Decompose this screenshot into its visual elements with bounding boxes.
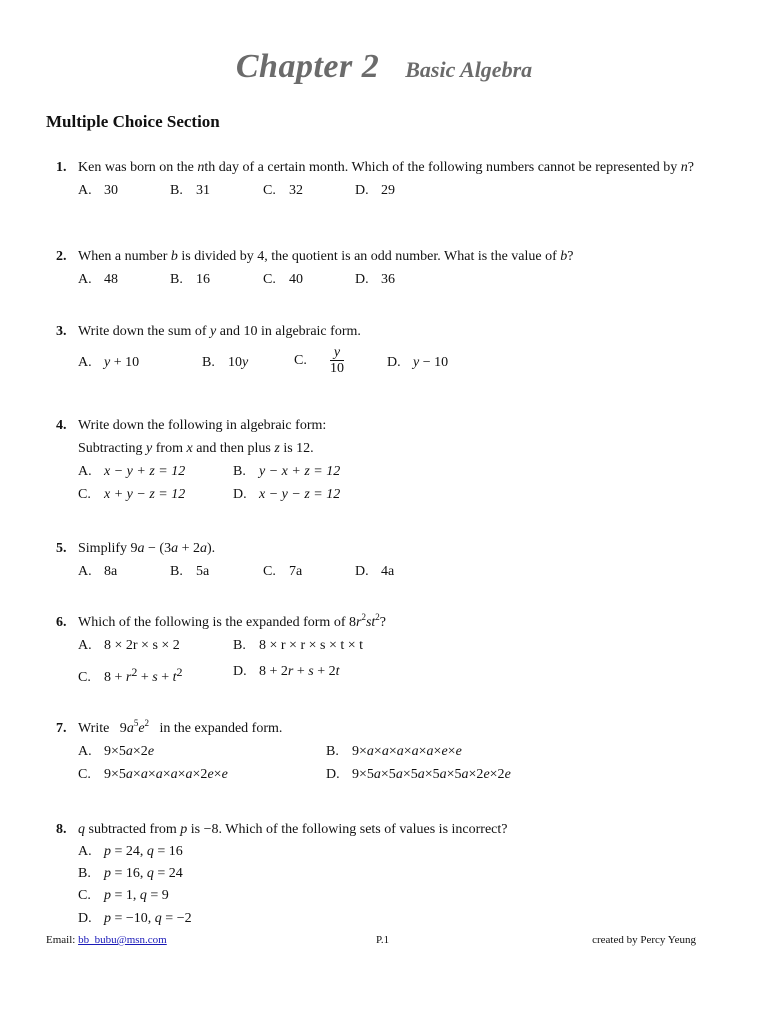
option-d: D. y − 10 [387,355,449,370]
option-list [78,844,696,927]
question-stem: Simplify 9a − (3a + 2a). [78,541,216,556]
option-c: C. x + y − z = 12 [78,487,186,502]
question-stem: When a number b is divided by 4, the quotient is an odd number. What is the value of b? [78,249,574,264]
option-b: B. 5a [170,564,210,579]
option-a: A. 9×5a×2e [78,744,155,759]
section-title: Multiple Choice Section [46,112,220,131]
option-d: D. p = −10, q = −2 [78,911,192,926]
option-b: B. 10y [202,355,249,370]
option-row [78,638,696,654]
option-row [78,744,696,760]
question-4 [56,418,696,503]
option-d: D. 29 [355,183,395,198]
footer-credit: created by Percy Yeung [592,934,696,946]
question-7 [56,718,696,783]
option-b: B. y − x + z = 12 [233,464,341,479]
option-b: B. 31 [170,183,210,198]
question-number: 5. [56,541,67,556]
option-a: A. 30 [78,183,118,198]
option-row [78,487,696,503]
footer-email: Email: bb_bubu@msn.com [46,934,167,946]
option-d: D. 36 [355,272,395,287]
option-a: A. x − y + z = 12 [78,464,186,479]
option-d: D. 9×5a×5a×5a×5a×5a×2e×2e [326,767,511,782]
option-a: A. 8a [78,564,118,579]
option-row [78,272,696,288]
fraction: $\frac{y}{10}$ [330,345,344,376]
question-number: 2. [56,249,67,264]
question-number: 3. [56,324,67,339]
option-row [78,767,696,783]
option-c: C. 8 + r2 + s + t2 [78,665,183,685]
option-row [78,183,696,199]
question-number: 8. [56,822,67,837]
option-d: D. x − y − z = 12 [233,487,341,502]
question-number: 7. [56,721,67,736]
option-row [78,464,696,480]
option-c: C. $\frac{y}{10}$ [294,345,344,376]
question-number: 4. [56,418,67,433]
option-b: B. 8 × r × r × s × t × t [233,638,364,653]
option-d: D. 4a [355,564,395,579]
question-stem: Write down the following in algebraic form: [78,418,327,433]
option-row [78,346,696,374]
question-stem: Write $9a^5e^2$ in the expanded form. [78,718,283,736]
page-number: P.1 [376,934,390,946]
question-8 [56,822,696,927]
option-b: B. 9×a×a×a×a×a×e×e [326,744,462,759]
option-c: C. 7a [263,564,303,579]
question-2 [56,249,696,288]
question-number: 1. [56,160,67,175]
option-b: B. p = 16, q = 24 [78,866,183,881]
option-c: C. p = 1, q = 9 [78,888,169,903]
option-a: A. 8 × 2r × s × 2 [78,638,180,653]
chapter-subtitle: Basic Algebra [405,57,533,82]
option-c: C. 32 [263,183,303,198]
option-c: C. 40 [263,272,303,287]
question-3 [56,324,696,374]
option-a: A. p = 24, q = 16 [78,844,183,859]
option-b: B. 16 [170,272,210,287]
question-5 [56,541,696,580]
option-a: A. 48 [78,272,118,287]
chapter-heading [0,48,768,86]
chapter-title: Chapter 2 [235,48,380,85]
question-stem-line2: Subtracting y from x and then plus z is 12. [78,441,314,456]
email-link[interactable]: bb_bubu@msn.com [78,934,167,946]
option-c: C. 9×5a×a×a×a×a×2e×e [78,767,228,782]
question-stem: Which of the following is the expanded form of $8r^2st^2$? [78,612,386,630]
option-row [78,564,696,580]
question-stem: q subtracted from p is −8. Which of the following sets of values is incorrect? [78,822,508,837]
question-1 [56,160,696,199]
question-stem: Write down the sum of y and 10 in algebraic form. [78,324,361,339]
question-number: 6. [56,615,67,630]
option-row [78,664,696,685]
question-stem: Ken was born on the nth day of a certain month. Which of the following numbers cannot be represented by n? [78,160,694,175]
option-a: A. y + 10 [78,355,140,370]
option-d: D. 8 + 2r + s + 2t [233,664,340,679]
question-6 [56,612,696,685]
